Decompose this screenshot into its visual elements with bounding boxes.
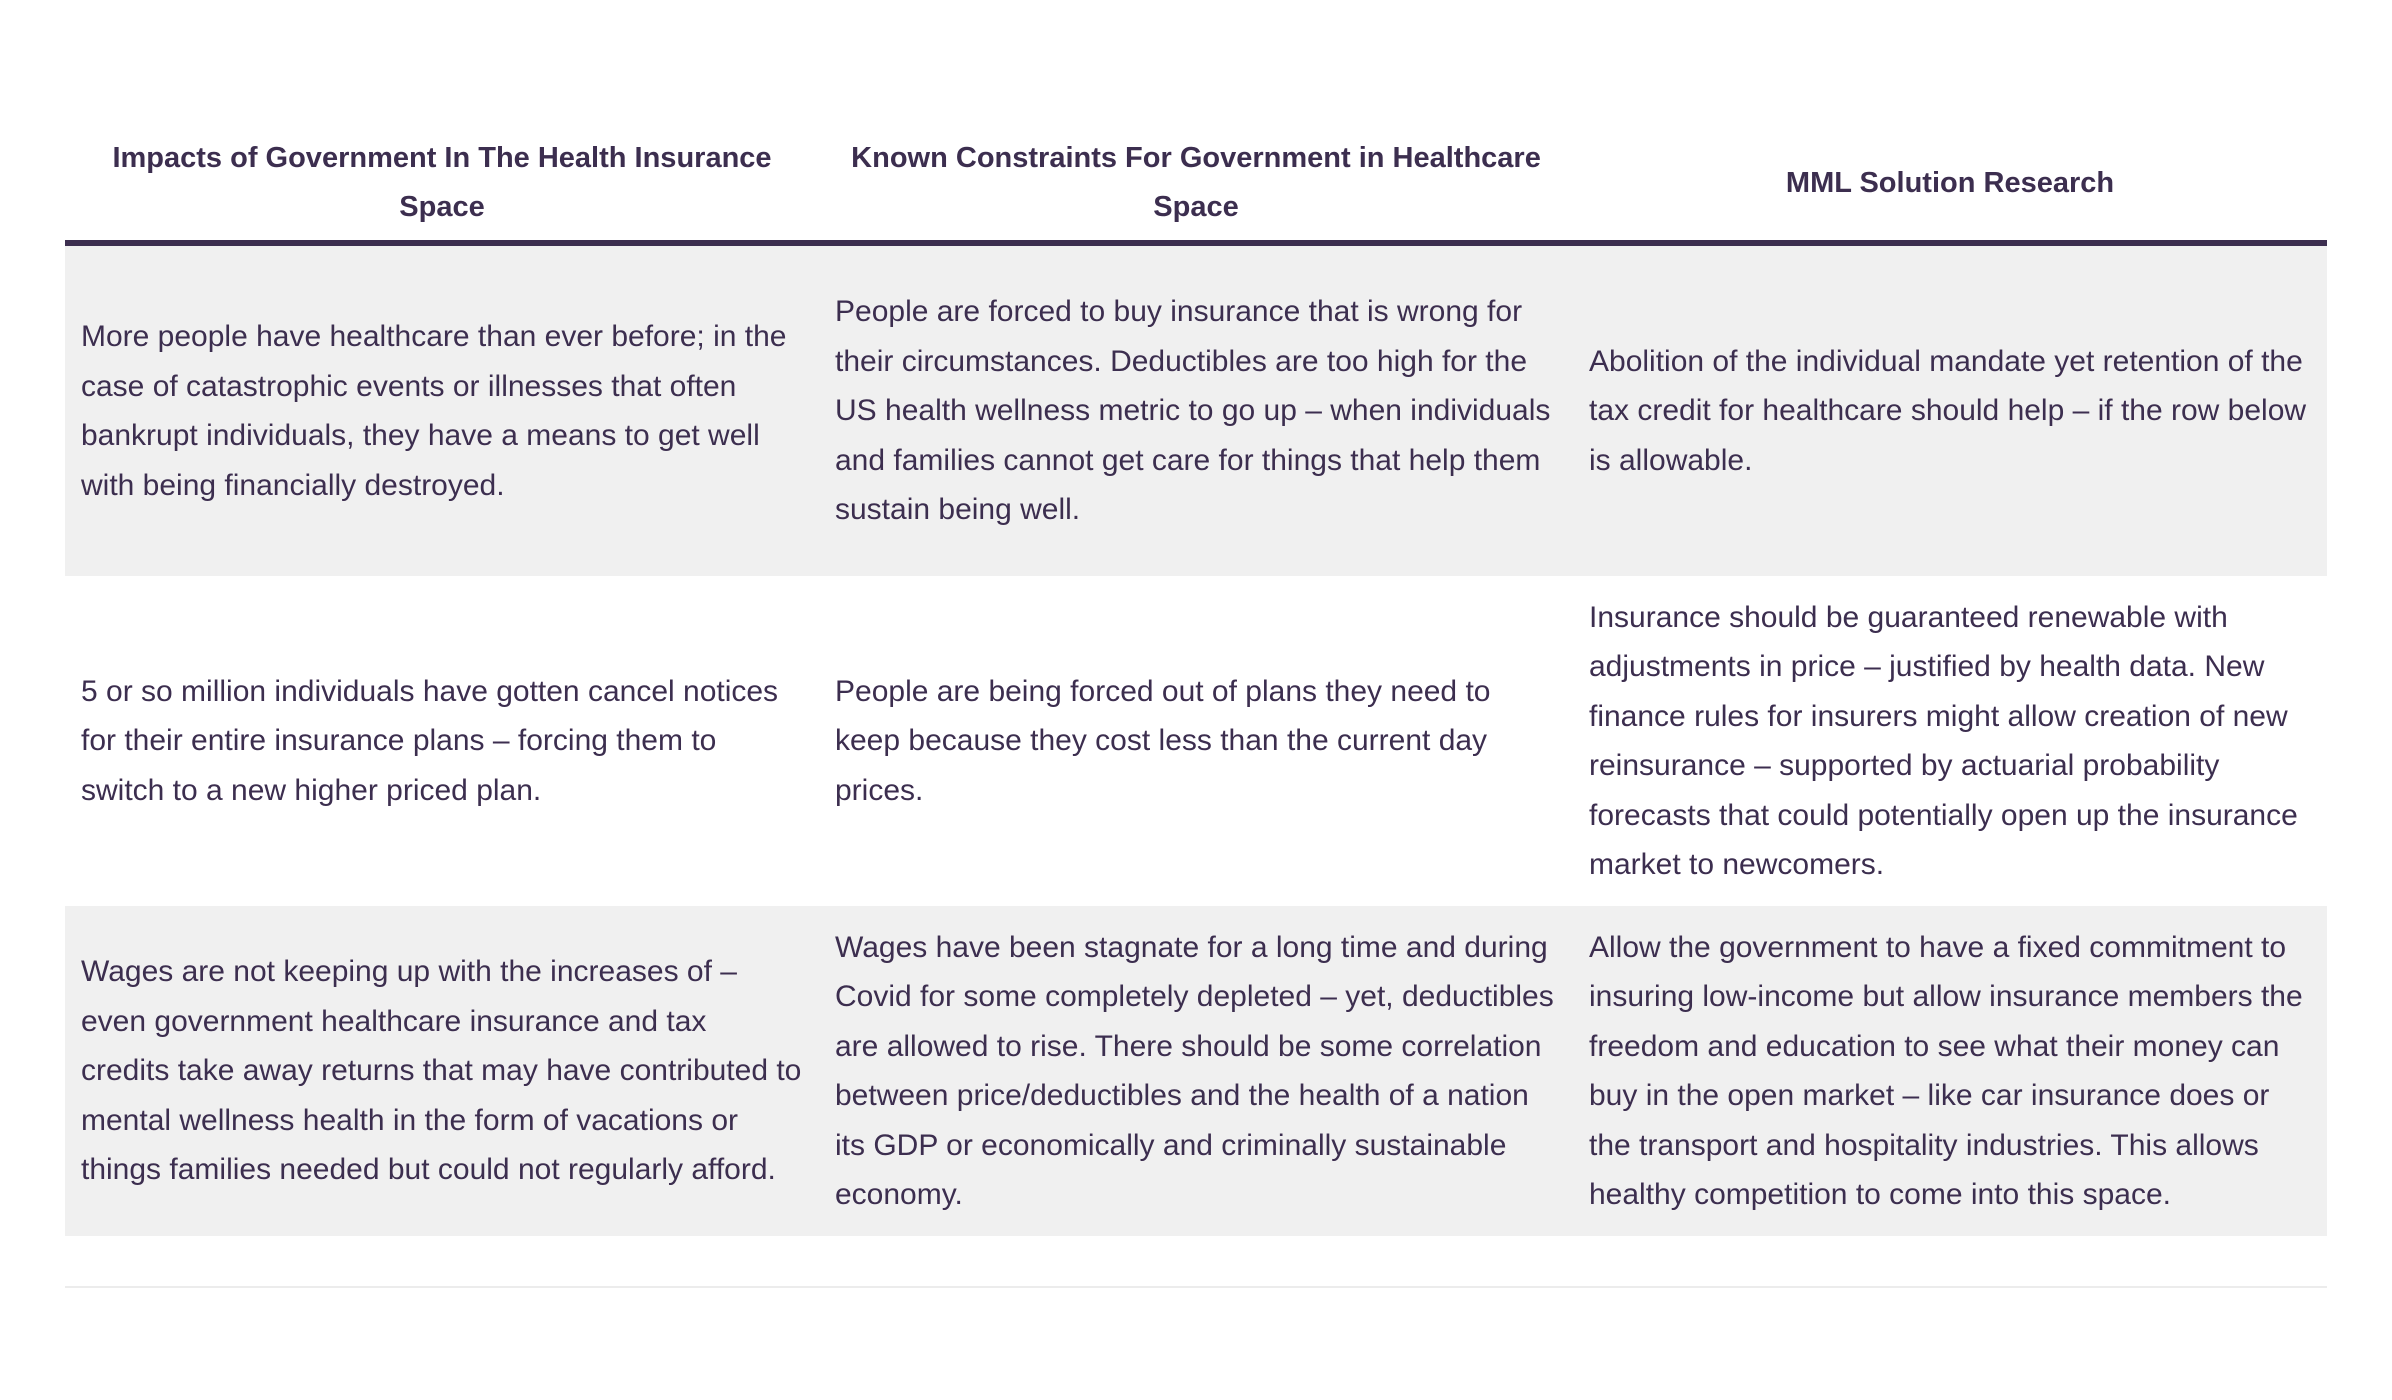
table-cell-constraint: People are forced to buy insurance that is wrong for their circumstances. Deductibles are too high for the US health wellness metric to go up – when individuals and families cannot get care for things that help them sustain being well. — [819, 243, 1573, 576]
table-header — [65, 126, 2327, 243]
table-row — [65, 576, 2327, 906]
comparison-table — [65, 126, 2327, 1236]
table-cell-constraint: Wages have been stagnate for a long time and during Covid for some completely depleted – yet, deductibles are allowed to rise. There should be some correlation between price/deductibles and the health of a nation its GDP or economically and criminally sustainable economy. — [819, 906, 1573, 1236]
comparison-table-container — [65, 126, 2327, 1236]
table-header-row — [65, 126, 2327, 243]
table-cell-solution: Insurance should be guaranteed renewable with adjustments in price – justified by health data. New finance rules for insurers might allow creation of new reinsurance – supported by actuarial probability forecasts that could potentially open up the insurance market to newcomers. — [1589, 600, 2298, 881]
column-header-solution: MML Solution Research — [1573, 126, 2327, 243]
column-header-constraints: Known Constraints For Government in Healthcare Space — [819, 126, 1573, 243]
table-cell-impact: 5 or so million individuals have gotten cancel notices for their entire insurance plans – forcing them to switch to a new higher priced plan. — [81, 674, 779, 807]
table-cell-impact: Wages are not keeping up with the increases of – even government healthcare insurance and tax credits take away returns that may have contributed to mental wellness health in the form of vacations or things families needed but could not regularly afford. — [65, 906, 819, 1236]
table-row — [65, 243, 2327, 576]
table-bottom-divider — [65, 1286, 2327, 1288]
table-cell-constraint: People are being forced out of plans they need to keep because they cost less than the current day prices. — [835, 674, 1491, 807]
table-cell-impact: More people have healthcare than ever before; in the case of catastrophic events or illnesses that often bankrupt individuals, they have a means to get well with being financially destroyed. — [65, 243, 819, 576]
column-header-impacts: Impacts of Government In The Health Insurance Space — [65, 126, 819, 243]
table-cell-solution: Allow the government to have a fixed commitment to insuring low-income but allow insurance members the freedom and education to see what their money can buy in the open market – like car insurance does or the transport and hospitality industries. This allows healthy competition to come into this space. — [1573, 906, 2327, 1236]
table-cell-solution: Abolition of the individual mandate yet retention of the tax credit for healthcare should help – if the row below is allowable. — [1573, 243, 2327, 576]
table-row — [65, 906, 2327, 1236]
table-body — [65, 243, 2327, 1236]
